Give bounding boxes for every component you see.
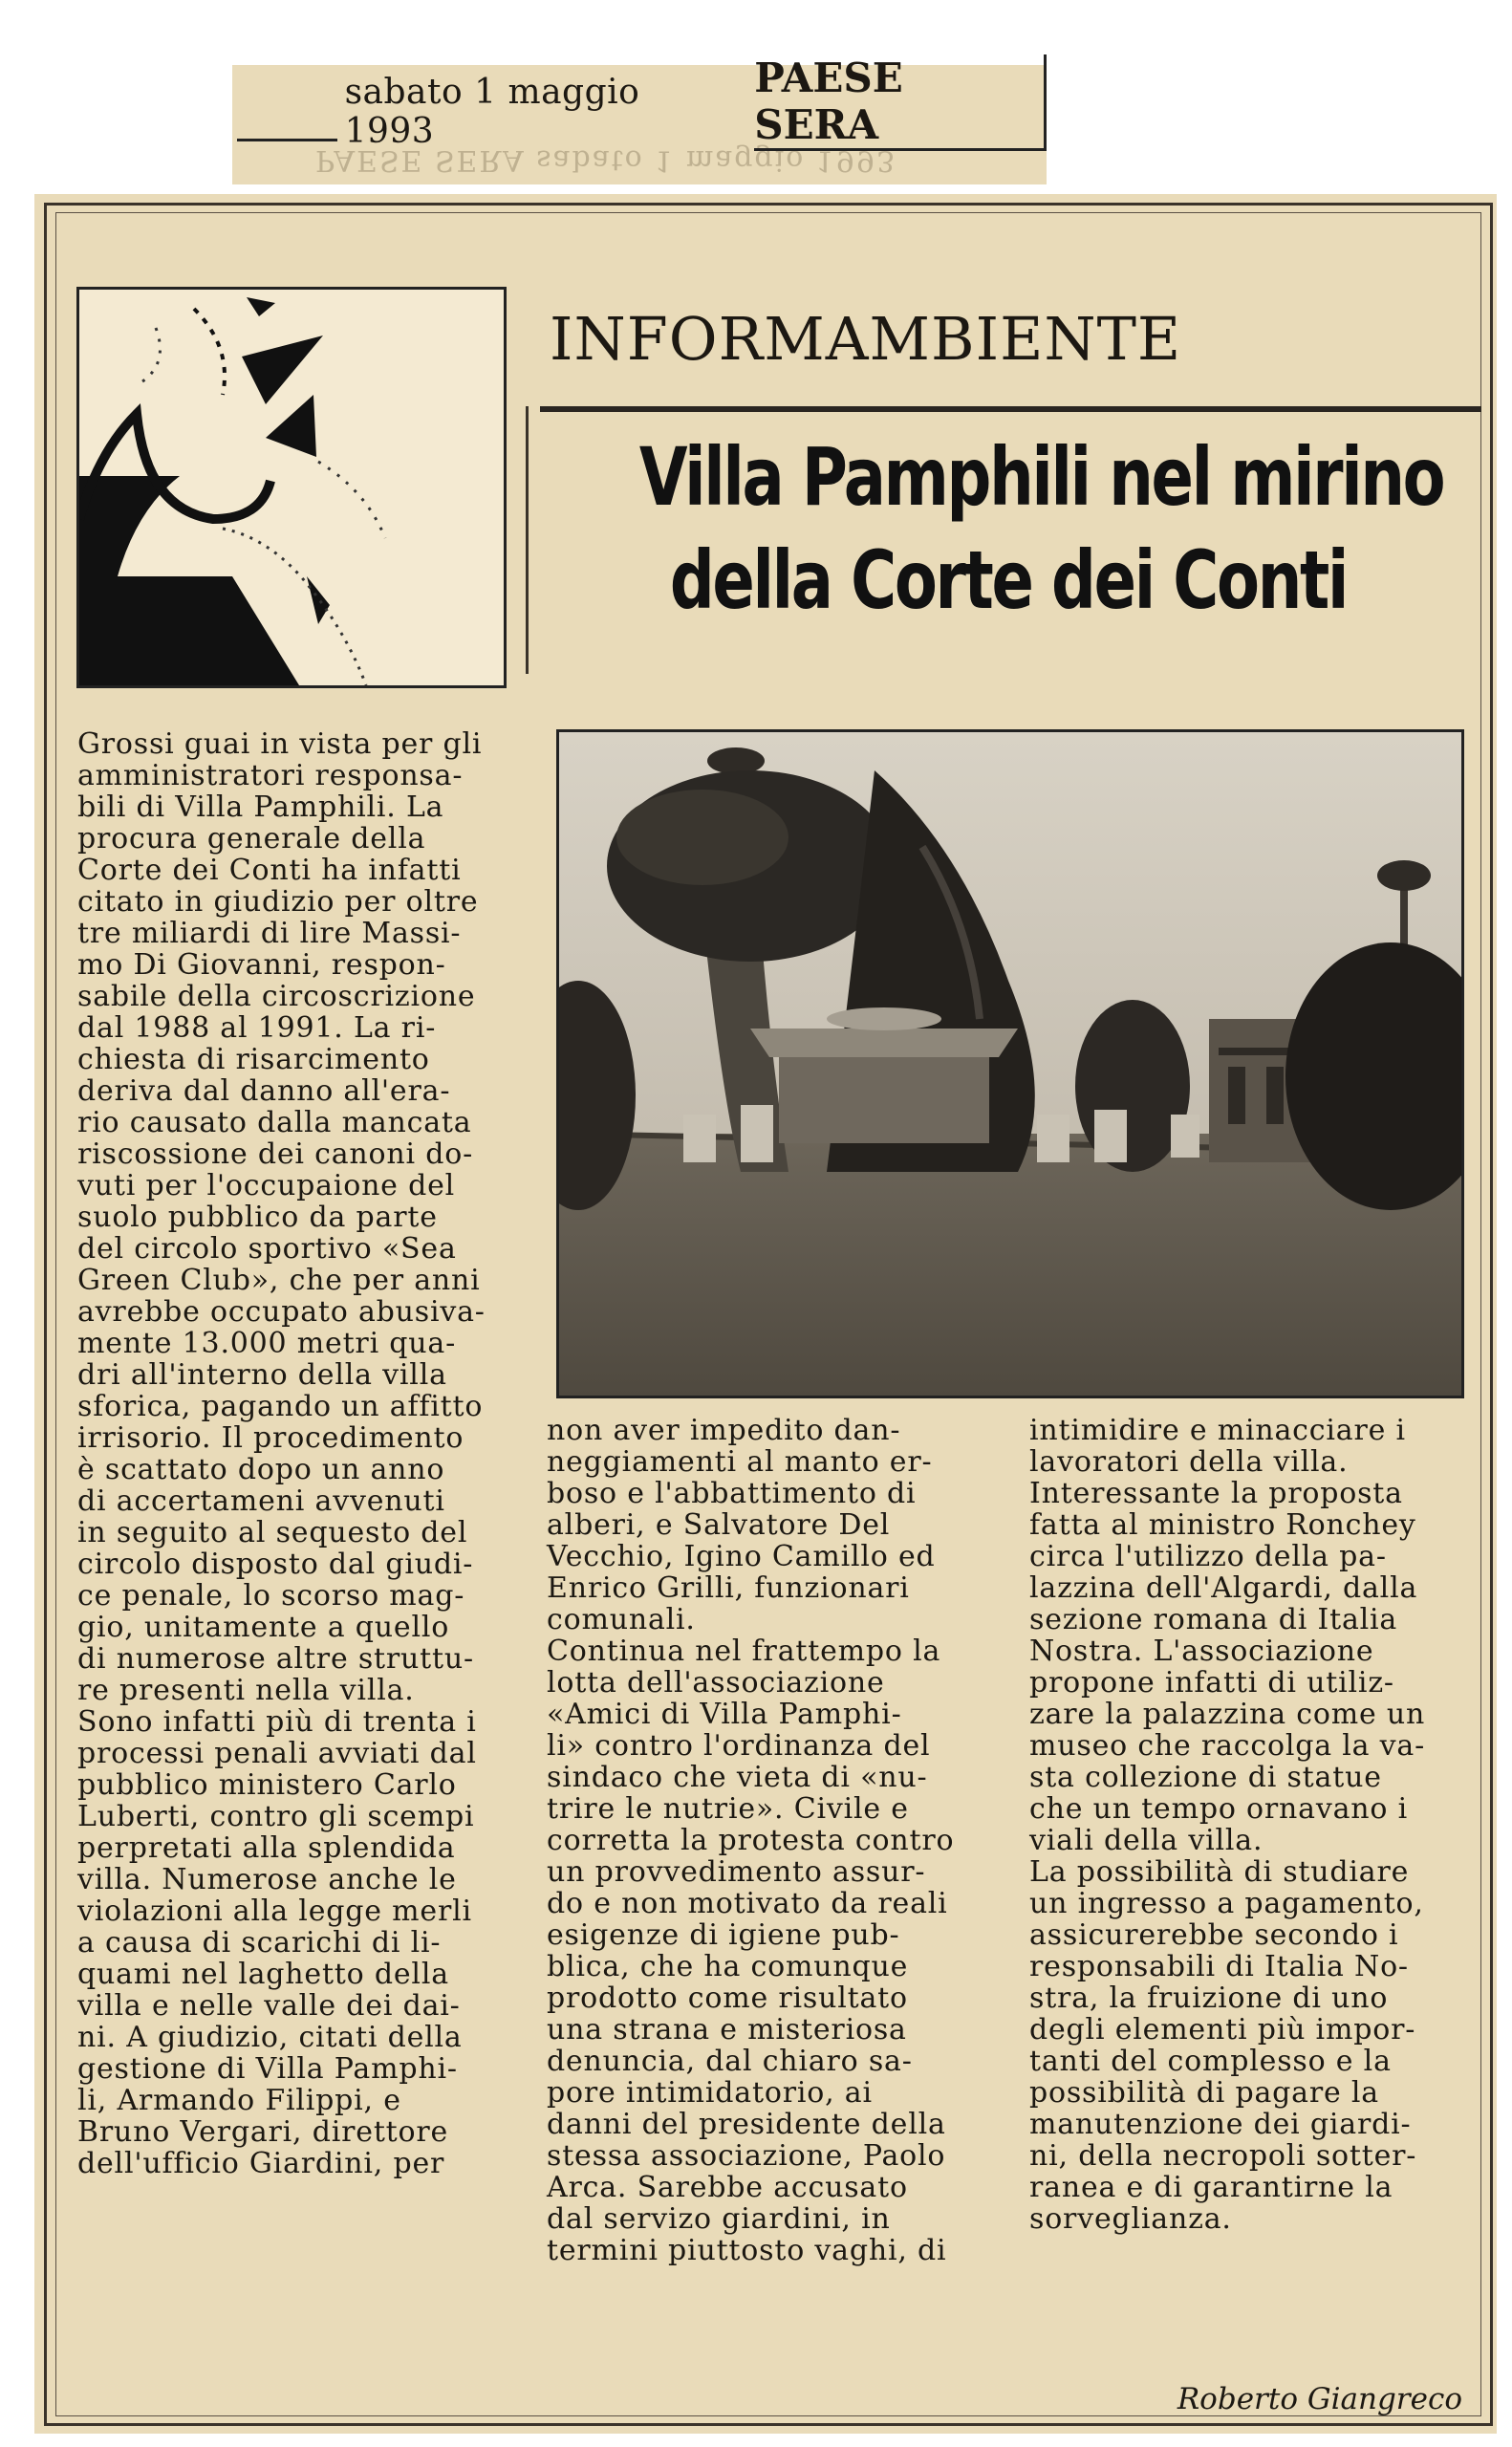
article-column-2: non aver impedito dan- neggiamenti al manto er- boso e l'abbattimento di alberi, e Salvatore Del Vecchio, Igino Camillo ed Enrico Grilli, funzionari comunali. Continua nel frattempo la lotta dell'associazione «Amici di Villa Pamphi- li» contro l'ordinanza del sindaco che vieta di «nu- trire le nutrie». Civile e corretta la protesta contro un provvedimento assur- do e non motivato da reali esigenze di igiene pub- blica, che ha comunque prodotto come risultato una strana e misteriosa denuncia, dal chiaro sa- pore intimidatorio, ai danni del presidente della stessa associazione, Paolo Arca. Sarebbe accusato dal servizo giardini, in termini piuttosto vaghi, di — [547, 1414, 955, 2267]
section-rule — [540, 406, 1481, 412]
logo-divider — [526, 406, 529, 674]
headline — [638, 425, 1444, 632]
show-through-text: PAESE SERA sabato 1 maggio 1993 — [315, 143, 897, 177]
masthead-dateline — [232, 54, 1047, 151]
article-column-3: intimidire e minacciare i lavoratori della villa. Interessante la proposta fatta al ministro Ronchey circa l'utilizzo della pa- lazzina dell'Algardi, dalla sezione romana di Italia Nostra. L'associazione propone infatti di utiliz- zare la palazzina come un museo che raccolga la va- sta collezione di statue che un tempo ornavano i viali della villa. La possibilità di studiare un ingresso a pagamento, assicurerebbe secondo i responsabili di Italia No- stra, la fruizione di uno degli elementi più impor- tanti del complesso e la possibilità di pagare la manutenzione dei giardi- ni, della necropoli sotter- ranea e di garantirne la sorveglianza. — [1029, 1414, 1426, 2236]
author-byline: Roberto Giangreco — [1177, 2382, 1462, 2416]
villa-photo-image — [559, 732, 1461, 1396]
informambiente-logo — [76, 287, 507, 688]
masthead-rule — [237, 139, 337, 141]
newspaper-name: PAESE SERA — [754, 54, 1047, 151]
article-column-1: Grossi guai in vista per gli amministratori responsa- bili di Villa Pamphili. La procura generale della Corte dei Conti ha infatti citato in giudizio per oltre tre miliardi di lire Massi- mo Di Giovanni, respon- sabile della circoscrizione dal 1988 al 1991. La ri- chiesta di risarcimento deriva dal danno all'era- rio causato dalla mancata riscossione dei canoni do- vuti per l'occupaione del suolo pubblico da parte del circolo sportivo «Sea Green Club», che per anni avrebbe occupato abusiva- mente 13.000 metri qua- dri all'interno della villa sforica, pagando un affitto irrisorio. Il procedimento è scattato dopo un anno di accertameni avvenuti in seguito al sequesto del circolo disposto dal giudi- ce penale, lo scorso mag- gio, unitamente a quello di numerose altre struttu- re presenti nella villa. Sono infatti più di trenta i processi penali avviati dal pubblico ministero Carlo Luberti, contro gli scempi perpretati alla splendida villa. Numerose anche le violazioni alla legge merli a causa di scarichi di li- quami nel laghetto della villa e nelle valle dei dai- ni. A giudizio, citati della gestione di Villa Pamphi- li, Armando Filippi, e Bruno Vergari, direttore dell'ufficio Giardini, per — [77, 727, 486, 2180]
headline-line-2: della Corte dei Conti — [669, 533, 1348, 627]
villa-photo — [556, 729, 1464, 1398]
logo-illustration — [79, 290, 504, 685]
headline-line-1: Villa Pamphili nel mirino — [638, 430, 1444, 524]
section-title: INFORMAMBIENTE — [550, 304, 1182, 374]
publication-date: sabato 1 maggio 1993 — [344, 73, 640, 151]
